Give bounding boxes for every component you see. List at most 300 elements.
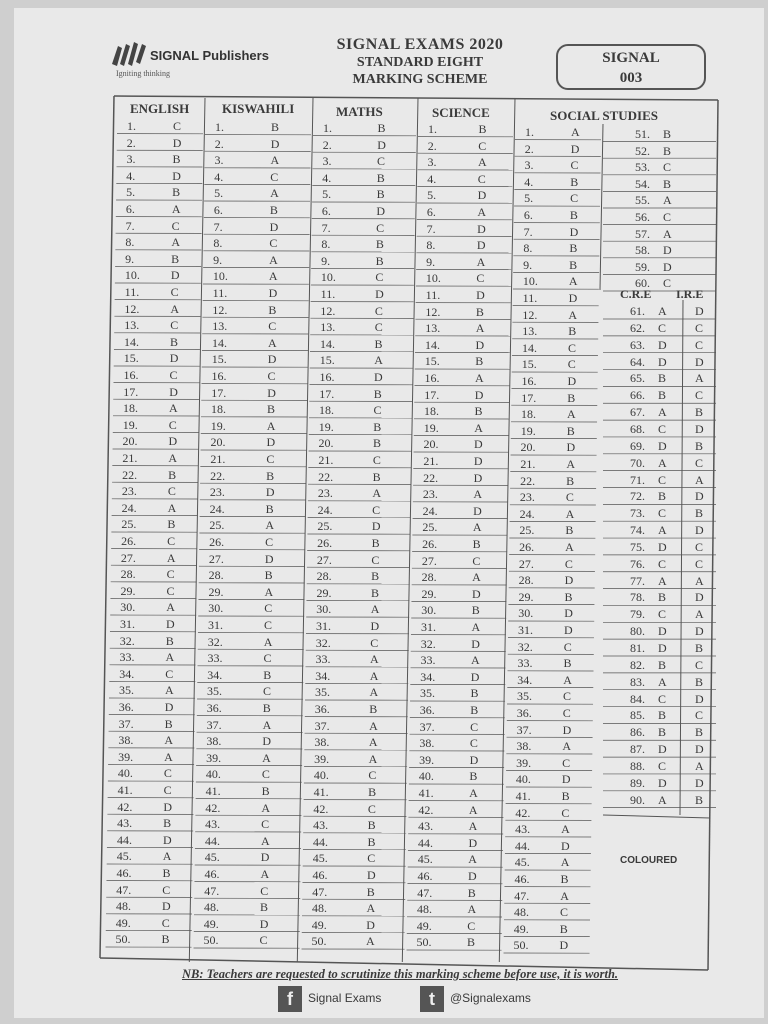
maths-number-2: 2. xyxy=(322,137,332,152)
cre-number-73: 73. xyxy=(630,506,645,521)
english-answer-34: C xyxy=(165,666,174,681)
social-answer-56: C xyxy=(663,210,672,224)
english-answer-29: C xyxy=(166,583,175,598)
maths-number-11: 11. xyxy=(320,287,336,301)
kiswahili-number-3: 3. xyxy=(214,153,224,168)
science-answer-29: D xyxy=(471,586,481,601)
ire-answer-64: D xyxy=(695,354,704,369)
english-number-21: 21. xyxy=(122,451,138,465)
science-number-6: 6. xyxy=(426,205,436,219)
maths-answer-14: B xyxy=(374,336,383,351)
english-answer-32: B xyxy=(165,633,174,648)
kiswahili-answer-17: D xyxy=(267,385,276,400)
social_1_50-number-47: 47. xyxy=(514,888,530,903)
maths-answer-5: B xyxy=(376,187,385,202)
social_1_50-number-30: 30. xyxy=(518,606,534,621)
science-answer-24: D xyxy=(473,503,482,518)
maths-number-37: 37. xyxy=(314,718,330,733)
social_1_50-answer-24: A xyxy=(565,506,575,521)
english-answer-25: B xyxy=(167,517,176,532)
english-answer-12: A xyxy=(170,301,180,316)
english-number-33: 33. xyxy=(119,650,135,665)
maths-number-31: 31. xyxy=(315,619,331,633)
publisher-tagline: Igniting thinking xyxy=(116,69,170,78)
social_1_50-answer-2: D xyxy=(570,141,580,156)
kiswahili-answer-40: C xyxy=(261,767,270,782)
ire-answer-84: D xyxy=(695,691,704,706)
science-number-25: 25. xyxy=(422,520,438,535)
maths-number-35: 35. xyxy=(315,685,331,700)
maths-number-17: 17. xyxy=(319,386,335,401)
social-answer-55: A xyxy=(663,193,672,208)
kiswahili-answer-49: D xyxy=(259,916,269,931)
cre-answer-86: B xyxy=(658,725,667,740)
maths-answer-48: A xyxy=(366,901,376,916)
column-divider xyxy=(600,124,603,290)
english-number-37: 37. xyxy=(118,716,134,731)
science-answer-46: D xyxy=(467,869,477,883)
cre-answer-78: B xyxy=(658,590,667,605)
english-answer-46: B xyxy=(162,866,171,880)
social_1_50-number-38: 38. xyxy=(516,739,532,754)
social_1_50-number-12: 12. xyxy=(522,307,538,322)
english-number-14: 14. xyxy=(123,334,139,349)
english-answer-23: C xyxy=(167,484,176,499)
english-answer-14: B xyxy=(169,334,178,349)
social_1_50-number-16: 16. xyxy=(521,374,537,388)
social_1_50-number-6: 6. xyxy=(523,208,533,222)
ire-answer-85: C xyxy=(695,708,704,723)
social_1_50-number-2: 2. xyxy=(524,141,534,156)
science-number-48: 48. xyxy=(417,902,432,917)
kiswahili-number-6: 6. xyxy=(213,203,223,217)
cre-answer-72: B xyxy=(658,489,667,504)
kiswahili-number-19: 19. xyxy=(210,418,226,433)
english-number-19: 19. xyxy=(122,417,138,432)
science-answer-7: D xyxy=(477,221,486,236)
header-cre: C.R.E xyxy=(620,287,652,301)
maths-answer-22: B xyxy=(372,469,381,484)
maths-number-45: 45. xyxy=(312,851,328,866)
maths-number-26: 26. xyxy=(317,536,333,550)
english-answer-5: B xyxy=(172,185,181,200)
social_1_50-answer-42: C xyxy=(561,805,570,820)
english-number-47: 47. xyxy=(116,882,132,897)
kiswahili-number-46: 46. xyxy=(204,867,220,881)
social_1_50-answer-14: C xyxy=(567,340,576,355)
cre-number-64: 64. xyxy=(630,354,645,369)
cre-number-88: 88. xyxy=(630,758,645,773)
maths-number-48: 48. xyxy=(312,901,327,916)
english-number-44: 44. xyxy=(116,832,132,847)
maths-number-36: 36. xyxy=(314,702,330,716)
science-answer-22: D xyxy=(473,470,483,485)
kiswahili-answer-5: A xyxy=(270,186,279,201)
maths-number-40: 40. xyxy=(313,768,329,783)
science-answer-28: A xyxy=(472,570,481,585)
maths-number-46: 46. xyxy=(312,868,328,882)
kiswahili-answer-41: B xyxy=(261,784,270,798)
maths-number-20: 20. xyxy=(318,436,334,451)
science-answer-37: C xyxy=(470,719,479,734)
kiswahili-number-24: 24. xyxy=(209,501,225,516)
social-number-58: 58. xyxy=(635,243,650,258)
ire-answer-77: A xyxy=(695,573,704,588)
social_1_50-answer-6: B xyxy=(569,208,578,222)
cre-number-89: 89. xyxy=(630,775,645,790)
ire-answer-66: C xyxy=(695,388,704,403)
cre-number-80: 80. xyxy=(630,624,645,639)
social_1_50-answer-27: C xyxy=(564,556,573,571)
science-number-47: 47. xyxy=(417,885,433,900)
maths-number-38: 38. xyxy=(314,735,330,750)
social_1_50-number-41: 41. xyxy=(515,789,531,803)
science-number-39: 39. xyxy=(419,752,435,767)
social_1_50-answer-7: D xyxy=(569,224,579,239)
twitter-icon: t xyxy=(420,986,444,1012)
social_1_50-answer-28: D xyxy=(564,573,574,588)
cre-number-68: 68. xyxy=(630,421,645,436)
english-answer-18: A xyxy=(169,401,178,416)
social_1_50-number-40: 40. xyxy=(515,772,531,787)
maths-answer-29: B xyxy=(370,585,379,600)
ire-answer-70: C xyxy=(695,455,704,470)
cre-answer-80: D xyxy=(658,624,667,639)
science-number-29: 29. xyxy=(421,586,437,601)
maths-number-28: 28. xyxy=(316,569,332,584)
maths-answer-32: C xyxy=(370,635,379,650)
social_1_50-answer-49: B xyxy=(559,921,568,936)
social_1_50-answer-50: D xyxy=(559,938,569,953)
cre-number-69: 69. xyxy=(630,438,645,453)
header-kiswahili: KISWAHILI xyxy=(222,101,295,116)
social_1_50-number-45: 45. xyxy=(514,855,530,870)
cre-number-70: 70. xyxy=(630,455,645,470)
cre-answer-84: C xyxy=(658,691,667,706)
maths-number-41: 41. xyxy=(313,785,329,799)
facebook-label: Signal Exams xyxy=(308,991,382,1006)
english-number-25: 25. xyxy=(121,517,137,532)
english-answer-17: D xyxy=(169,384,178,399)
kiswahili-number-7: 7. xyxy=(213,219,223,234)
english-answer-48: D xyxy=(162,899,171,914)
english-number-11: 11. xyxy=(124,285,140,299)
maths-answer-34: A xyxy=(369,668,379,683)
maths-answer-16: D xyxy=(373,370,383,384)
kiswahili-number-38: 38. xyxy=(206,734,222,749)
cre-number-66: 66. xyxy=(630,388,645,403)
english-answer-1: C xyxy=(173,119,182,133)
science-answer-38: C xyxy=(469,736,478,751)
column-divider xyxy=(499,98,515,962)
kiswahili-answer-3: A xyxy=(270,153,280,168)
science-number-1: 1. xyxy=(428,122,437,136)
kiswahili-answer-21: C xyxy=(266,452,275,466)
social_1_50-number-39: 39. xyxy=(516,755,532,770)
maths-number-7: 7. xyxy=(321,220,331,235)
science-number-32: 32. xyxy=(420,636,436,651)
social_1_50-answer-30: D xyxy=(564,606,573,621)
ire-answer-72: D xyxy=(695,489,704,504)
maths-number-14: 14. xyxy=(319,336,335,351)
maths-answer-7: C xyxy=(376,220,385,235)
science-number-44: 44. xyxy=(417,835,433,850)
english-number-38: 38. xyxy=(118,733,134,748)
cre-answer-89: D xyxy=(658,775,667,790)
cre-number-90: 90. xyxy=(630,792,645,807)
maths-answer-47: B xyxy=(366,884,375,899)
cre-answer-87: D xyxy=(658,742,667,757)
column-divider xyxy=(680,300,683,815)
kiswahili-number-22: 22. xyxy=(210,468,226,483)
cre-answer-65: B xyxy=(658,371,667,386)
exam-title: SIGNAL EXAMS 2020 xyxy=(336,36,504,53)
science-number-14: 14. xyxy=(424,337,440,352)
science-number-40: 40. xyxy=(418,769,434,784)
kiswahili-answer-35: C xyxy=(263,684,272,699)
science-answer-4: C xyxy=(477,171,486,186)
kiswahili-number-48: 48. xyxy=(204,900,219,915)
ire-answer-83: B xyxy=(695,674,704,689)
maths-answer-42: C xyxy=(367,801,376,816)
maths-answer-8: B xyxy=(375,237,384,252)
social_1_50-answer-39: C xyxy=(562,755,571,770)
science-number-3: 3. xyxy=(427,155,437,170)
english-number-28: 28. xyxy=(120,567,136,582)
cre-number-71: 71. xyxy=(630,472,645,487)
english-number-40: 40. xyxy=(117,766,133,781)
maths-answer-19: B xyxy=(373,419,382,434)
cre-number-83: 83. xyxy=(630,674,645,689)
english-answer-3: B xyxy=(172,152,181,167)
kiswahili-answer-36: B xyxy=(262,701,271,715)
social_1_50-number-32: 32. xyxy=(517,639,533,654)
kiswahili-number-47: 47. xyxy=(204,883,220,898)
science-answer-44: D xyxy=(468,835,478,850)
science-answer-50: B xyxy=(467,935,476,950)
kiswahili-answer-9: A xyxy=(269,252,278,267)
english-answer-38: A xyxy=(164,733,173,748)
social_1_50-answer-25: B xyxy=(565,523,574,538)
social-number-59: 59. xyxy=(635,259,650,274)
english-number-4: 4. xyxy=(126,168,136,183)
kiswahili-answer-24: B xyxy=(265,501,274,516)
maths-number-1: 1. xyxy=(323,121,332,135)
science-number-9: 9. xyxy=(426,254,436,269)
english-number-43: 43. xyxy=(117,816,133,831)
social_1_50-number-35: 35. xyxy=(517,689,533,704)
english-answer-27: A xyxy=(166,550,176,565)
maths-number-29: 29. xyxy=(316,585,332,600)
maths-answer-24: C xyxy=(372,502,381,517)
social-answer-54: B xyxy=(663,176,672,191)
science-number-15: 15. xyxy=(424,354,440,369)
maths-number-21: 21. xyxy=(318,453,334,467)
social_1_50-number-36: 36. xyxy=(516,706,532,720)
science-number-35: 35. xyxy=(420,686,436,701)
publisher-name: SIGNAL Publishers xyxy=(150,48,269,63)
science-number-34: 34. xyxy=(420,669,436,684)
english-number-22: 22. xyxy=(122,467,138,482)
cre-number-86: 86. xyxy=(630,725,645,740)
science-number-26: 26. xyxy=(422,537,438,551)
social-number-55: 55. xyxy=(635,193,650,208)
cre-number-61: 61. xyxy=(630,304,645,318)
maths-answer-6: D xyxy=(376,204,385,218)
english-number-27: 27. xyxy=(120,550,136,565)
kiswahili-number-21: 21. xyxy=(210,452,226,466)
english-answer-8: A xyxy=(171,235,181,250)
social_1_50-answer-38: A xyxy=(562,739,571,754)
exam-level: STANDARD EIGHT xyxy=(356,55,484,70)
kiswahili-number-4: 4. xyxy=(214,169,224,184)
ire-answer-67: B xyxy=(695,405,704,420)
ire-answer-71: A xyxy=(695,472,704,487)
social_1_50-number-50: 50. xyxy=(513,938,529,953)
maths-answer-13: C xyxy=(374,320,383,335)
kiswahili-answer-10: A xyxy=(268,269,278,284)
kiswahili-number-45: 45. xyxy=(204,850,220,865)
maths-number-34: 34. xyxy=(315,668,331,683)
english-number-35: 35. xyxy=(119,683,135,698)
twitter-link[interactable] xyxy=(420,986,531,1012)
science-number-45: 45. xyxy=(417,852,433,867)
social_1_50-answer-44: D xyxy=(560,838,570,853)
science-answer-12: B xyxy=(475,304,484,319)
social_1_50-answer-19: B xyxy=(566,423,575,438)
kiswahili-number-35: 35. xyxy=(207,684,223,699)
scheme-label: MARKING SCHEME xyxy=(352,72,488,87)
science-number-50: 50. xyxy=(416,935,432,950)
science-number-31: 31. xyxy=(420,620,436,634)
english-number-7: 7. xyxy=(125,218,135,233)
maths-answer-50: A xyxy=(366,934,375,949)
social_1_50-answer-26: A xyxy=(565,540,574,554)
science-answer-13: A xyxy=(475,321,485,336)
maths-number-6: 6. xyxy=(321,204,331,218)
social_1_50-answer-37: D xyxy=(562,722,572,737)
maths-number-10: 10. xyxy=(320,270,336,285)
kiswahili-number-32: 32. xyxy=(207,634,223,649)
twitter-label: @Signalexams xyxy=(450,991,531,1006)
cre-number-76: 76. xyxy=(630,556,645,571)
ire-answer-90: B xyxy=(695,792,704,807)
english-answer-7: C xyxy=(171,218,180,233)
social_1_50-answer-32: C xyxy=(563,639,572,654)
maths-number-49: 49. xyxy=(311,917,327,932)
kiswahili-answer-2: D xyxy=(270,136,280,151)
science-number-13: 13. xyxy=(425,321,441,336)
science-answer-17: D xyxy=(474,387,484,402)
social-number-60: 60. xyxy=(635,276,650,291)
english-number-5: 5. xyxy=(126,185,136,200)
social_1_50-number-44: 44. xyxy=(514,838,530,853)
ire-answer-73: B xyxy=(695,506,704,521)
cre-number-75: 75. xyxy=(630,539,645,554)
science-answer-3: A xyxy=(478,155,487,170)
science-number-17: 17. xyxy=(424,387,440,402)
english-number-48: 48. xyxy=(116,899,131,914)
social_1_50-number-19: 19. xyxy=(520,423,536,438)
social_1_50-number-42: 42. xyxy=(515,805,531,820)
maths-number-5: 5. xyxy=(322,187,332,202)
column-divider xyxy=(189,98,205,962)
social-number-57: 57. xyxy=(635,226,650,241)
science-number-8: 8. xyxy=(426,238,436,253)
maths-answer-41: B xyxy=(368,785,377,799)
cre-answer-82: B xyxy=(658,657,667,672)
kiswahili-number-16: 16. xyxy=(211,369,227,383)
science-answer-36: B xyxy=(470,703,479,717)
kiswahili-number-9: 9. xyxy=(213,252,223,267)
science-number-27: 27. xyxy=(421,553,437,568)
english-answer-47: C xyxy=(162,882,171,897)
facebook-link[interactable] xyxy=(278,986,381,1012)
maths-number-32: 32. xyxy=(315,635,331,650)
maths-answer-38: A xyxy=(368,735,378,750)
science-number-11: 11. xyxy=(425,288,441,302)
social_1_50-answer-8: B xyxy=(569,241,578,256)
row-line xyxy=(603,815,710,818)
kiswahili-answer-15: D xyxy=(267,352,277,367)
social_1_50-number-24: 24. xyxy=(519,506,535,521)
ire-answer-88: A xyxy=(695,758,704,773)
social_1_50-answer-3: C xyxy=(570,158,579,173)
kiswahili-answer-50: C xyxy=(259,933,268,948)
social_1_50-answer-48: C xyxy=(560,905,569,920)
kiswahili-answer-43: C xyxy=(261,817,270,832)
social_1_50-number-43: 43. xyxy=(515,822,531,837)
social_1_50-answer-31: D xyxy=(563,623,573,637)
science-answer-6: A xyxy=(477,205,486,219)
social_1_50-answer-12: A xyxy=(568,307,578,322)
english-number-17: 17. xyxy=(123,384,139,399)
science-number-22: 22. xyxy=(423,470,439,485)
footer-note: NB: Teachers are requested to scrutinize this marking scheme before use, it is worth. xyxy=(182,967,619,981)
english-number-10: 10. xyxy=(124,268,140,283)
kiswahili-answer-39: A xyxy=(262,750,271,765)
kiswahili-answer-28: B xyxy=(264,568,273,583)
kiswahili-number-1: 1. xyxy=(215,120,224,134)
maths-number-50: 50. xyxy=(311,934,327,949)
ire-answer-86: B xyxy=(695,725,704,740)
ire-answer-62: C xyxy=(695,320,704,335)
maths-answer-35: A xyxy=(369,685,379,700)
science-number-42: 42. xyxy=(418,802,434,817)
maths-number-25: 25. xyxy=(317,519,333,534)
social-number-51: 51. xyxy=(635,127,650,141)
cre-answer-70: A xyxy=(658,455,667,470)
english-number-36: 36. xyxy=(118,700,134,714)
kiswahili-number-10: 10. xyxy=(212,269,228,284)
social_1_50-number-11: 11. xyxy=(522,291,538,305)
maths-answer-1: B xyxy=(377,121,386,135)
science-number-20: 20. xyxy=(423,437,439,452)
english-number-39: 39. xyxy=(118,749,134,764)
cre-answer-79: C xyxy=(658,607,667,622)
cre-number-65: 65. xyxy=(630,371,645,386)
maths-answer-31: D xyxy=(370,619,380,633)
kiswahili-number-11: 11. xyxy=(212,286,228,300)
cre-answer-90: A xyxy=(658,792,667,807)
english-answer-13: C xyxy=(170,318,179,333)
science-answer-9: A xyxy=(476,254,486,269)
ire-answer-78: D xyxy=(695,590,704,605)
english-number-32: 32. xyxy=(119,633,135,648)
social_1_50-answer-43: A xyxy=(561,822,570,837)
maths-answer-30: A xyxy=(370,602,380,617)
social_1_50-answer-46: B xyxy=(560,872,569,886)
